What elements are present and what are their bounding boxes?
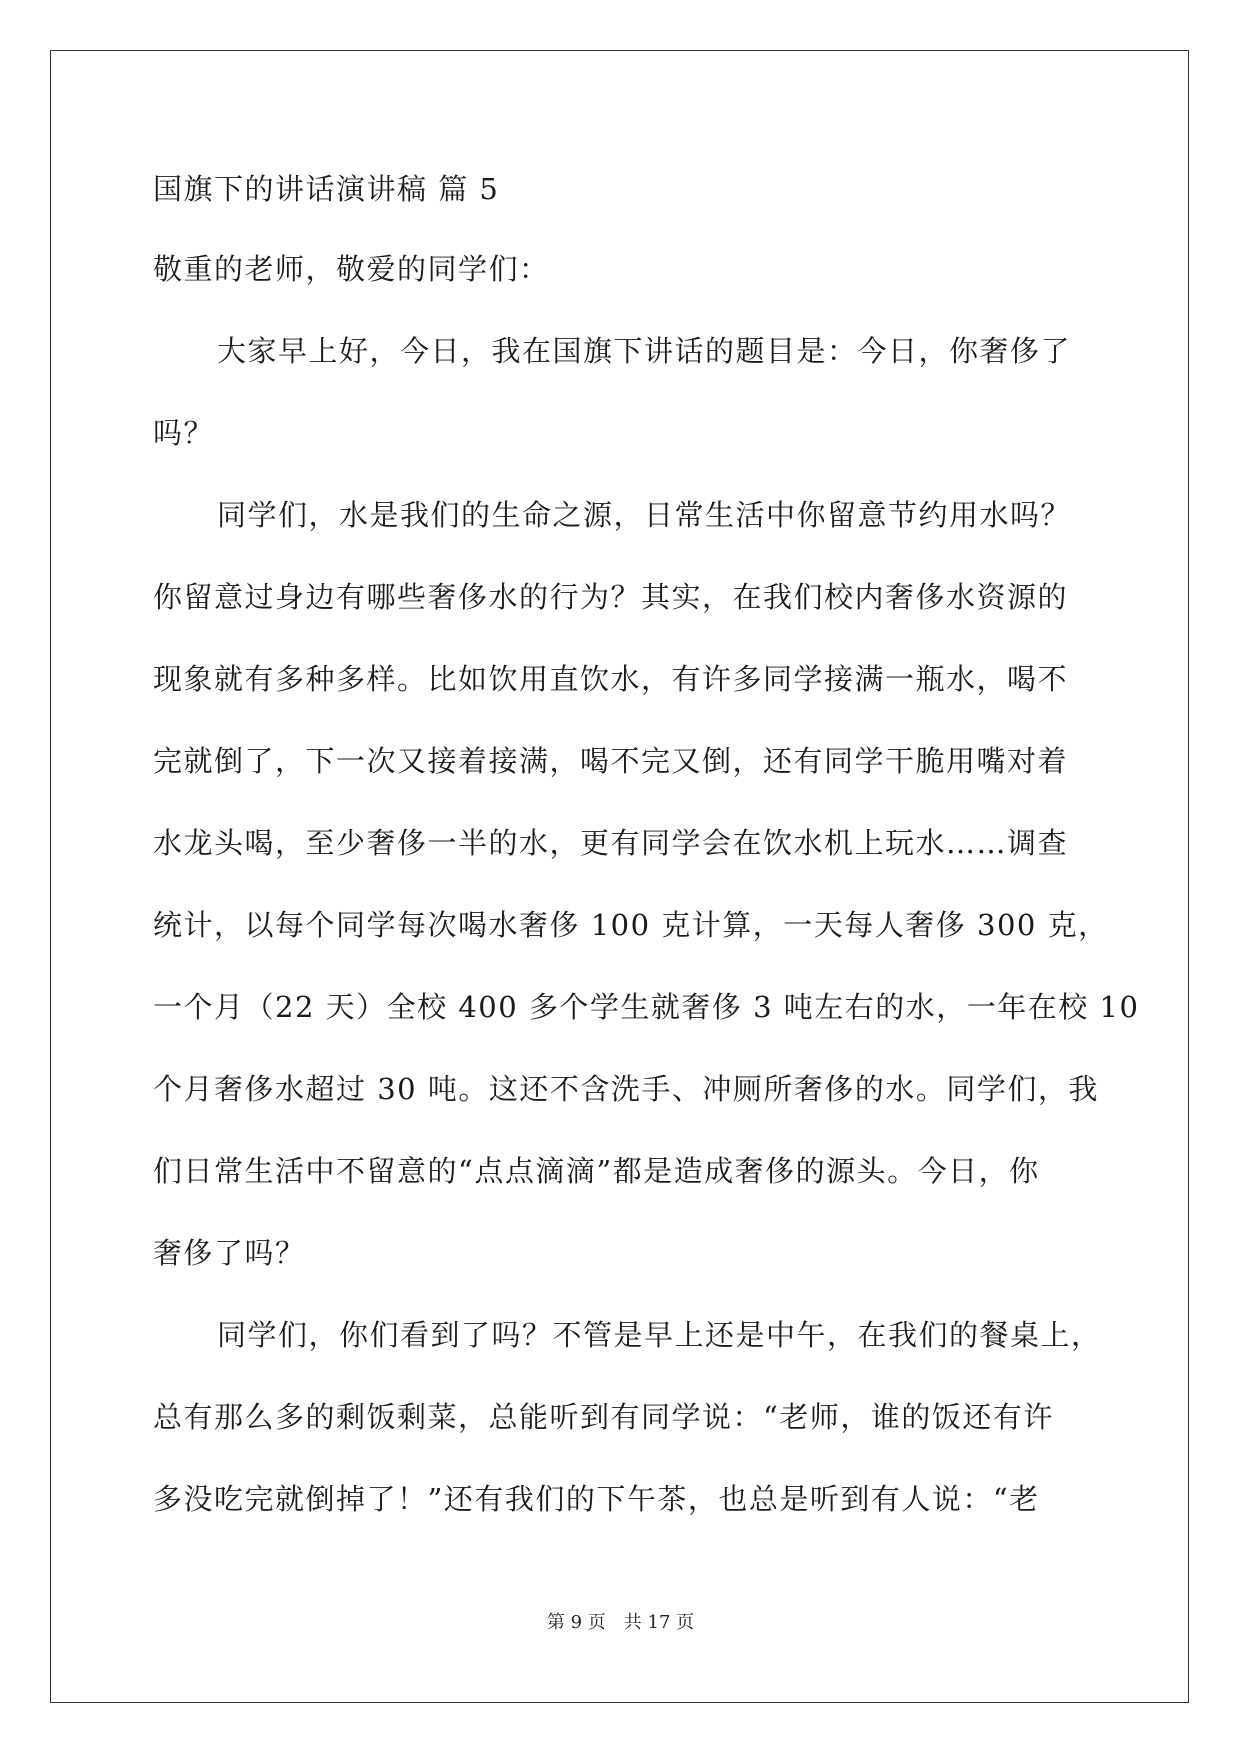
document-body xyxy=(153,228,1140,1540)
document-title: 国旗下的讲话演讲稿 篇 5 xyxy=(153,172,500,206)
body-line: 个月奢侈水超过 30 吨。这还不含洗手、冲厕所奢侈的水。同学们，我 xyxy=(153,1072,1099,1106)
body-line: 们日常生活中不留意的“点点滴滴”都是造成奢侈的源头。今日，你 xyxy=(153,1154,1040,1188)
body-line: 水龙头喝，至少奢侈一半的水，更有同学会在饮水机上玩水……调查 xyxy=(153,826,1069,860)
body-line: 一个月（22 天）全校 400 多个学生就奢侈 3 吨左右的水，一年在校 10 xyxy=(153,990,1140,1024)
body-line: 大家早上好，今日，我在国旗下讲话的题目是：今日，你奢侈了 xyxy=(217,334,1072,368)
body-line: 吗？ xyxy=(153,416,215,450)
body-line: 现象就有多种多样。比如饮用直饮水，有许多同学接满一瓶水，喝不 xyxy=(153,662,1069,696)
body-line: 统计，以每个同学每次喝水奢侈 100 克计算，一天每人奢侈 300 克， xyxy=(153,908,1109,942)
body-line: 完就倒了，下一次又接着接满，喝不完又倒，还有同学干脆用嘴对着 xyxy=(153,744,1069,778)
page-number-footer: 第 9 页 共 17 页 xyxy=(546,1612,695,1633)
body-line: 敬重的老师，敬爱的同学们： xyxy=(153,252,550,286)
body-line: 同学们，水是我们的生命之源，日常生活中你留意节约用水吗？ xyxy=(217,498,1072,532)
body-line: 多没吃完就倒掉了！”还有我们的下午茶，也总是听到有人说：“老 xyxy=(153,1482,1040,1516)
body-line: 你留意过身边有哪些奢侈水的行为？其实，在我们校内奢侈水资源的 xyxy=(153,580,1069,614)
body-line: 总有那么多的剩饭剩菜，总能听到有同学说：“老师，谁的饭还有许 xyxy=(153,1400,1054,1434)
body-line: 奢侈了吗？ xyxy=(153,1236,306,1270)
body-line: 同学们，你们看到了吗？不管是早上还是中午，在我们的餐桌上， xyxy=(217,1318,1102,1352)
